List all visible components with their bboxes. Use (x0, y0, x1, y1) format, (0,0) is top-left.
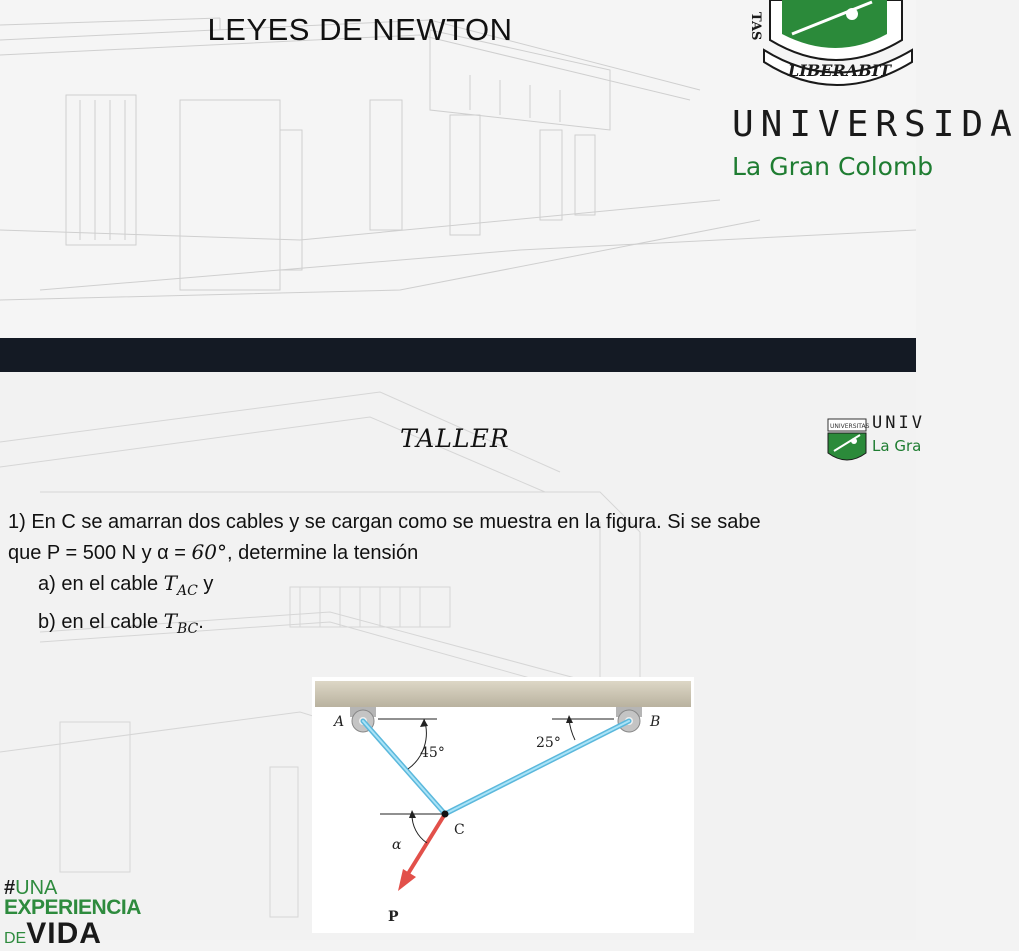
item-b-post: . (198, 611, 204, 633)
item-b-text: b) en el cable (38, 611, 164, 633)
item-b-var: $T_{BC}$ (163, 609, 199, 637)
load-arrowhead-icon (398, 869, 416, 891)
badge-text: UNIVERSITAS (830, 423, 870, 430)
shield-emblem-icon (748, 0, 916, 100)
label-p: P (388, 909, 399, 925)
problem-item-b (8, 606, 913, 644)
shield-emblem-small-icon (826, 415, 870, 469)
slide-title-text: LEYES DE NEWTON (207, 12, 513, 47)
item-a-post: y (197, 573, 214, 595)
university-logo-small (826, 413, 925, 469)
problem-item-a (8, 568, 913, 606)
ceiling (315, 681, 691, 707)
label-alpha: α (392, 837, 402, 853)
cable-diagram (312, 677, 694, 933)
slide-workshop (0, 372, 925, 950)
load-arrow (406, 814, 445, 877)
hashtag-una-experiencia (4, 877, 154, 950)
logo-motto-left: TAS (748, 12, 763, 41)
logo-university-subtitle-small: La Gra (872, 437, 922, 455)
hashtag-line-1: #UNA (4, 877, 58, 899)
angle-arc-alpha (412, 814, 427, 843)
problem-angle-value: 60° (191, 540, 227, 564)
label-angle-45: 45° (420, 745, 445, 761)
cable-diagram-svg (312, 677, 694, 933)
logo-university-name: UNIVERSIDA (732, 104, 1019, 145)
hashtag-line-3: DEVIDA (4, 917, 102, 950)
logo-university-name-small: UNIV (872, 413, 925, 433)
label-angle-25: 25° (536, 735, 561, 751)
university-logo (732, 0, 1019, 190)
logo-university-subtitle: La Gran Colomb (732, 152, 934, 181)
problem-line-2-pre: que P = 500 N y α = (8, 542, 192, 564)
slide-title-text-2: TALLER (400, 424, 510, 453)
label-c: C (454, 822, 465, 838)
slide-separator (0, 338, 916, 372)
item-a-text: a) en el cable (38, 573, 164, 595)
problem-statement (8, 507, 913, 644)
hashtag-line-2: EXPERIENCIA (4, 896, 141, 919)
label-a: A (334, 714, 345, 730)
problem-line-1: 1) En C se amarran dos cables y se cargan como se muestra en la figura. Si se sabe (8, 511, 761, 533)
problem-line-2 (8, 537, 913, 568)
logo-motto: LIBERABIT (788, 61, 892, 80)
item-a-var: $T_{AC}$ (163, 571, 198, 599)
node-c (442, 811, 449, 818)
problem-line-2-post: , determine la tensión (227, 542, 419, 564)
slide-title (0, 0, 1019, 338)
label-b: B (650, 714, 661, 730)
